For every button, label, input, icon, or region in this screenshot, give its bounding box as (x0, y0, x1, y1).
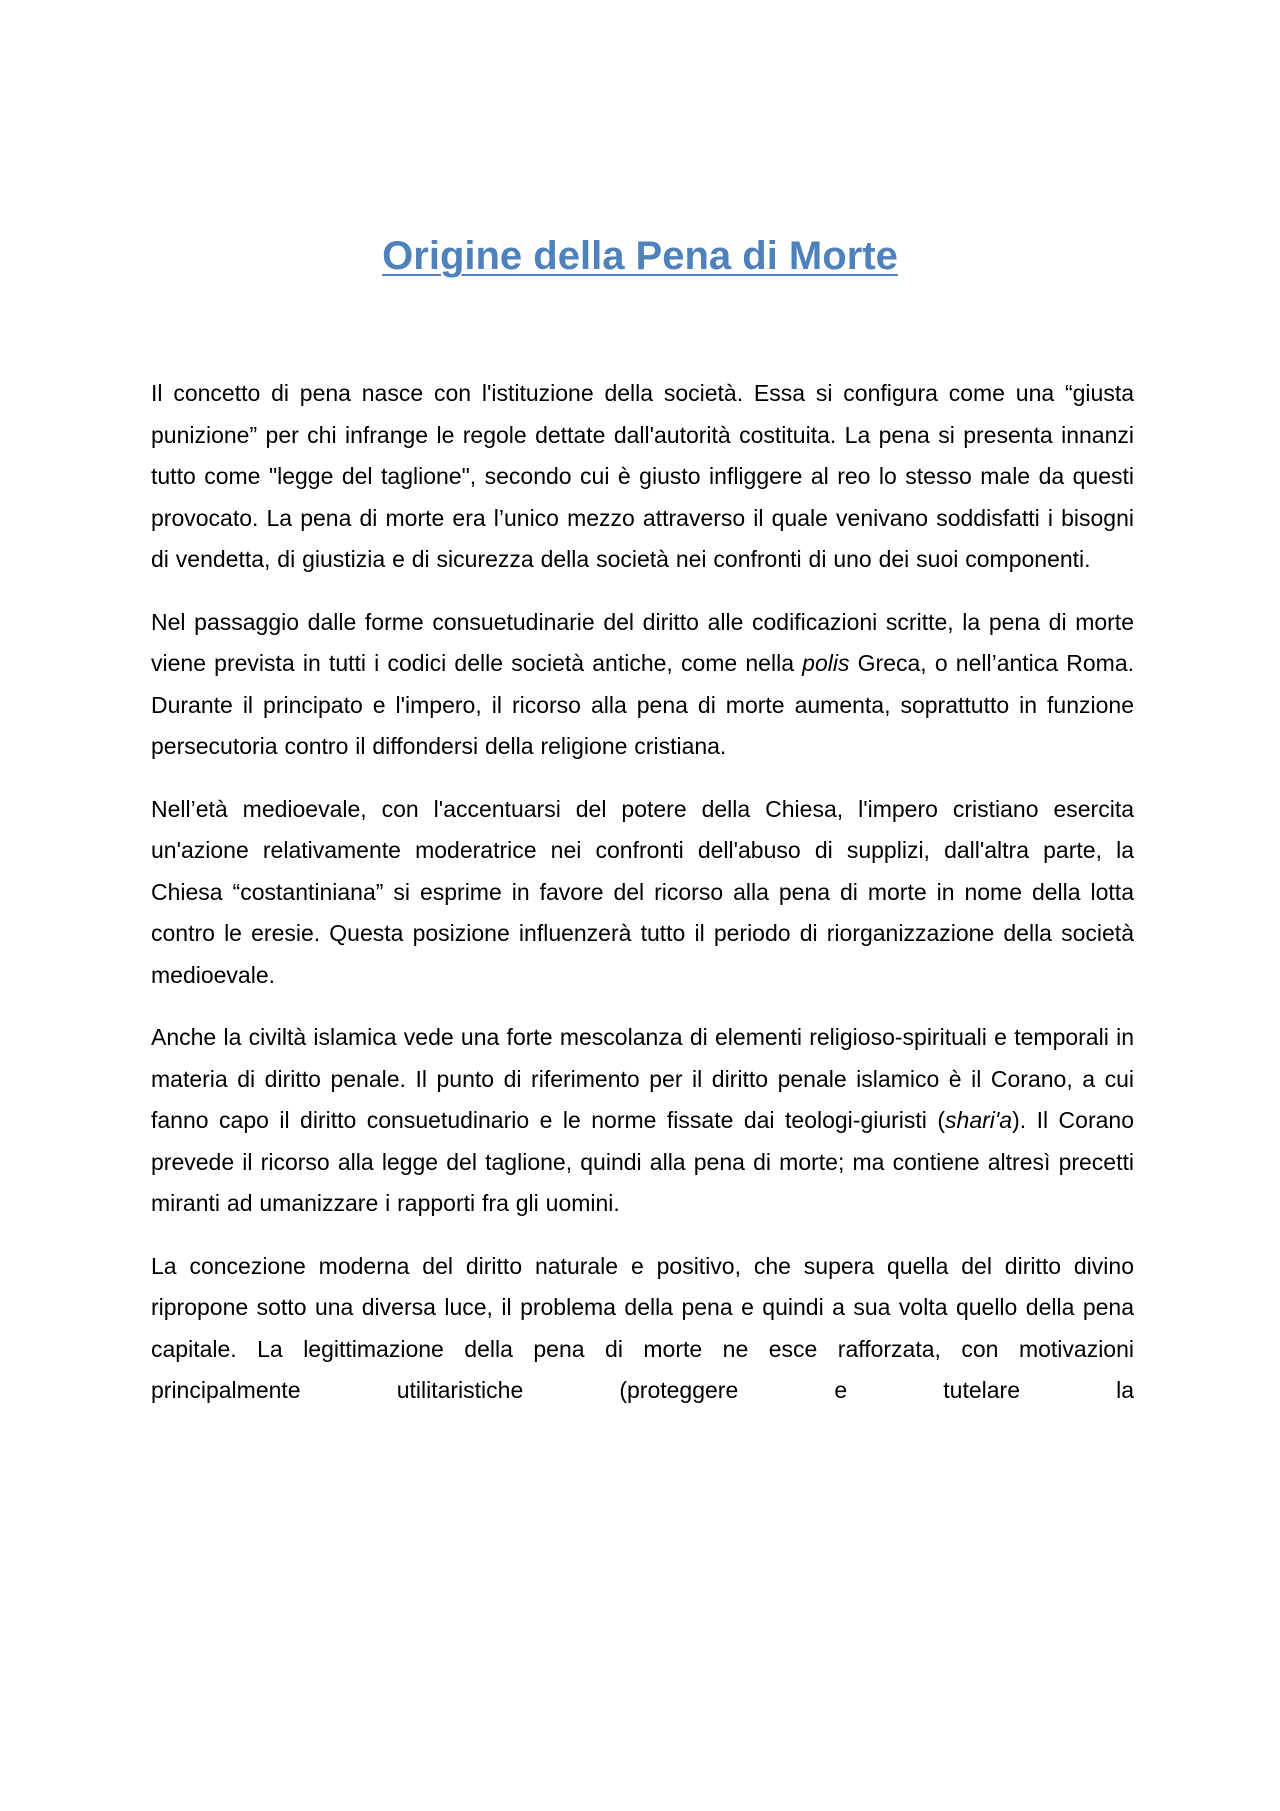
paragraph-4-before: Anche la civiltà islamica vede una forte mescolanza di elementi religioso-spirituali e temporali in materia di diritto penale. Il punto di riferimento per il diritto penale islamico è il Corano, a cui fanno capo il diritto consuetudinario e le norme fissate dai teologi-giuristi ( (151, 1024, 1134, 1133)
paragraph-2-italic-term: polis (802, 650, 850, 676)
paragraph-4-after: ). Il Corano prevede il ricorso alla legge del taglione, quindi alla pena di morte; ma contiene altresì precetti miranti ad umanizzare i rapporti fra gli uomini. (151, 1107, 1134, 1216)
paragraph-4-italic-term: shari'a (945, 1107, 1013, 1133)
paragraph-4 (151, 1017, 1134, 1225)
document-title: Origine della Pena di Morte (382, 234, 898, 278)
paragraph-3: Nell’età medioevale, con l'accentuarsi del potere della Chiesa, l'impero cristiano esercita un'azione relativamente moderatrice nei confronti dell'abuso di supplizi, dall'altra parte, la Chiesa “costantiniana” si esprime in favore del ricorso alla pena di morte in nome della lotta contro le eresie. Questa posizione influenzerà tutto il periodo di riorganizzazione della società medioevale. (151, 795, 1134, 988)
paragraph-5: La concezione moderna del diritto naturale e positivo, che supera quella del diritto divino ripropone sotto una diversa luce, il problema della pena e quindi a sua volta quello della pena capitale. La legittimazione della pena di morte ne esce rafforzata, con motivazioni principalmente utilitaristiche (proteggere e tutelare la (151, 1252, 1134, 1403)
paragraph-2 (151, 602, 1134, 768)
paragraph-2-after: Greca, o nell’antica Roma. Durante il principato e l'impero, il ricorso alla pena di morte aumenta, soprattutto in funzione persecutoria contro il diffondersi della religione cristiana. (151, 650, 1134, 759)
document-body (151, 373, 1134, 1412)
paragraph-2-before: Nel passaggio dalle forme consuetudinarie del diritto alle codificazioni scritte, la pena di morte viene prevista in tutti i codici delle società antiche, come nella (151, 608, 1134, 676)
paragraph-1: Il concetto di pena nasce con l'istituzione della società. Essa si configura come una “giusta punizione” per chi infrange le regole dettate dall'autorità costituita. La pena si presenta innanzi tutto come "legge del taglione", secondo cui è giusto infliggere al reo lo stesso male da questi provocato. La pena di morte era l’unico mezzo attraverso il quale venivano soddisfatti i bisogni di vendetta, di giustizia e di sicurezza della società nei confronti di uno dei suoi componenti. (151, 380, 1134, 572)
